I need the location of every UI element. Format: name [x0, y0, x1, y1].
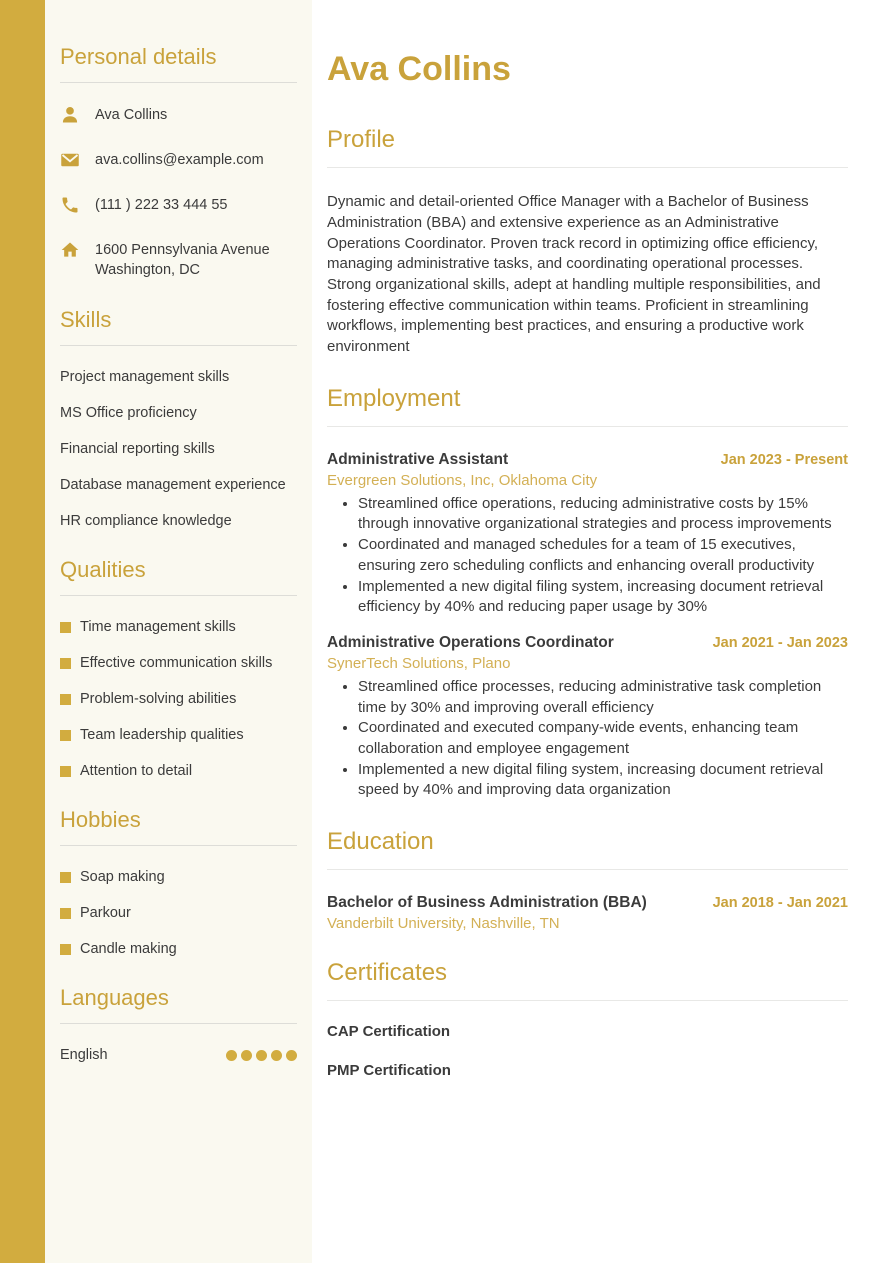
language-item: [60, 1047, 297, 1063]
job-role: Administrative Operations Coordinator: [327, 633, 614, 651]
contact-phone-row: [60, 195, 297, 215]
hobby-item: Soap making: [60, 869, 297, 886]
main-column: [312, 0, 893, 1263]
contact-name-text: Ava Collins: [95, 107, 168, 123]
contact-address-text: [95, 240, 270, 280]
square-bullet-icon: [60, 658, 71, 669]
job-bullets: [327, 494, 848, 618]
job-role: Administrative Assistant: [327, 450, 509, 468]
job-bullet: • Implemented a new digital filing system, increasing document retrieval efficiency by 40% and reducing paper usage by 30%: [358, 577, 848, 618]
hobby-item: Candle making: [60, 941, 297, 958]
certificate-item: PMP Certification: [327, 1062, 451, 1080]
square-bullet-icon: [60, 622, 71, 633]
job-bullets: [327, 677, 848, 801]
job-bullet: • Coordinated and managed schedules for a team of 15 executives, ensuring zero scheduling conflicts and enhancing overall productivity: [358, 535, 848, 576]
square-bullet-icon: [60, 908, 71, 919]
hobbies-list: [60, 869, 297, 958]
education-entry: [327, 894, 848, 932]
job-company: SynerTech Solutions, Plano: [327, 654, 511, 672]
job-header: [327, 634, 848, 652]
quality-item: Effective communication skills: [60, 655, 297, 672]
school-name: Vanderbilt University, Nashville, TN: [327, 915, 560, 933]
degree-name: Bachelor of Business Administration (BBA): [327, 894, 647, 912]
job-bullet: • Coordinated and executed company-wide events, enhancing team collaboration and employee engagement: [358, 718, 848, 759]
education-heading: Education: [327, 828, 848, 870]
contact-address-row: [60, 240, 297, 280]
square-bullet-icon: [60, 944, 71, 955]
employment-heading: Employment: [327, 385, 848, 427]
certificates-heading: Certificates: [327, 959, 848, 1001]
square-bullet-icon: [60, 730, 71, 741]
level-dot-icon: [241, 1050, 252, 1061]
qualities-heading: Qualities: [60, 557, 297, 596]
contact-phone-text: (111 ) 222 33 444 55: [95, 197, 228, 213]
language-name: English: [60, 1047, 108, 1063]
square-bullet-icon: [60, 766, 71, 777]
hobbies-section: [60, 807, 297, 958]
home-icon: [60, 240, 82, 260]
certificate-item: CAP Certification: [327, 1023, 451, 1041]
job-dates: Jan 2023 - Present: [720, 451, 848, 468]
resume-name-title: Ava Collins: [327, 50, 511, 88]
quality-item: Time management skills: [60, 619, 297, 636]
skill-item: Financial reporting skills: [60, 441, 215, 457]
level-dot-icon: [286, 1050, 297, 1061]
education-section: [327, 828, 848, 932]
square-bullet-icon: [60, 872, 71, 883]
certificates-section: [327, 959, 848, 1079]
job-bullet: • Streamlined office processes, reducing administrative task completion time by 30% and improving overall efficiency: [358, 677, 848, 718]
level-dot-icon: [256, 1050, 267, 1061]
languages-heading: Languages: [60, 985, 297, 1024]
accent-stripe: [0, 0, 45, 1263]
education-dates: Jan 2018 - Jan 2021: [712, 895, 848, 912]
language-level-dots: [226, 1050, 297, 1061]
quality-item: Attention to detail: [60, 763, 297, 780]
skill-item: HR compliance knowledge: [60, 513, 232, 529]
employment-entry: [327, 451, 848, 618]
skill-item: MS Office proficiency: [60, 405, 197, 421]
profile-section: [327, 126, 848, 358]
phone-icon: [60, 195, 82, 215]
job-bullet: • Streamlined office operations, reducing administrative costs by 15% through innovative organizational strategies and process improvements: [358, 494, 848, 535]
qualities-section: [60, 557, 297, 780]
square-bullet-icon: [60, 694, 71, 705]
qualities-list: [60, 619, 297, 780]
mail-icon: [60, 150, 82, 170]
contact-list: [60, 105, 297, 280]
user-icon: [60, 105, 82, 125]
personal-details-section: [60, 44, 297, 280]
level-dot-icon: [226, 1050, 237, 1061]
skills-list: [60, 369, 297, 530]
employment-entry: [327, 634, 848, 801]
profile-heading: Profile: [327, 126, 848, 168]
skills-heading: Skills: [60, 307, 297, 346]
languages-section: [60, 985, 297, 1063]
skill-item: Database management experience: [60, 477, 286, 493]
personal-details-heading: Personal details: [60, 44, 297, 83]
skill-item: Project management skills: [60, 369, 230, 385]
job-company: Evergreen Solutions, Inc, Oklahoma City: [327, 471, 598, 489]
quality-item: Problem-solving abilities: [60, 691, 297, 708]
address-line1: 1600 Pennsylvania Avenue: [95, 242, 270, 258]
level-dot-icon: [271, 1050, 282, 1061]
quality-item: Team leadership qualities: [60, 727, 297, 744]
job-header: [327, 451, 848, 469]
job-dates: Jan 2021 - Jan 2023: [712, 634, 848, 651]
hobbies-heading: Hobbies: [60, 807, 297, 846]
contact-email-text: ava.collins@example.com: [95, 152, 264, 168]
address-line2: Washington, DC: [95, 262, 201, 278]
employment-section: [327, 385, 848, 801]
skills-section: [60, 307, 297, 530]
profile-text: Dynamic and detail-oriented Office Manager with a Bachelor of Business Administration (BBA) and extensive experience as an Administrative Operations Coordinator. Proven track record in optimizing office efficiency, managing administrative tasks, and coordinating operational processes. Strong organizational skills, adept at handling multiple responsibilities, and fostering effective communication within teams. Proficient in streamlining workflows, implementing best practices, and ensuring a productive work environment: [327, 193, 821, 356]
education-header: [327, 894, 848, 912]
hobby-item: Parkour: [60, 905, 297, 922]
job-bullet: • Implemented a new digital filing system, increasing document retrieval speed by 40% and improving data organization: [358, 760, 848, 801]
contact-name-row: [60, 105, 297, 125]
sidebar: [45, 0, 312, 1263]
contact-email-row: [60, 150, 297, 170]
